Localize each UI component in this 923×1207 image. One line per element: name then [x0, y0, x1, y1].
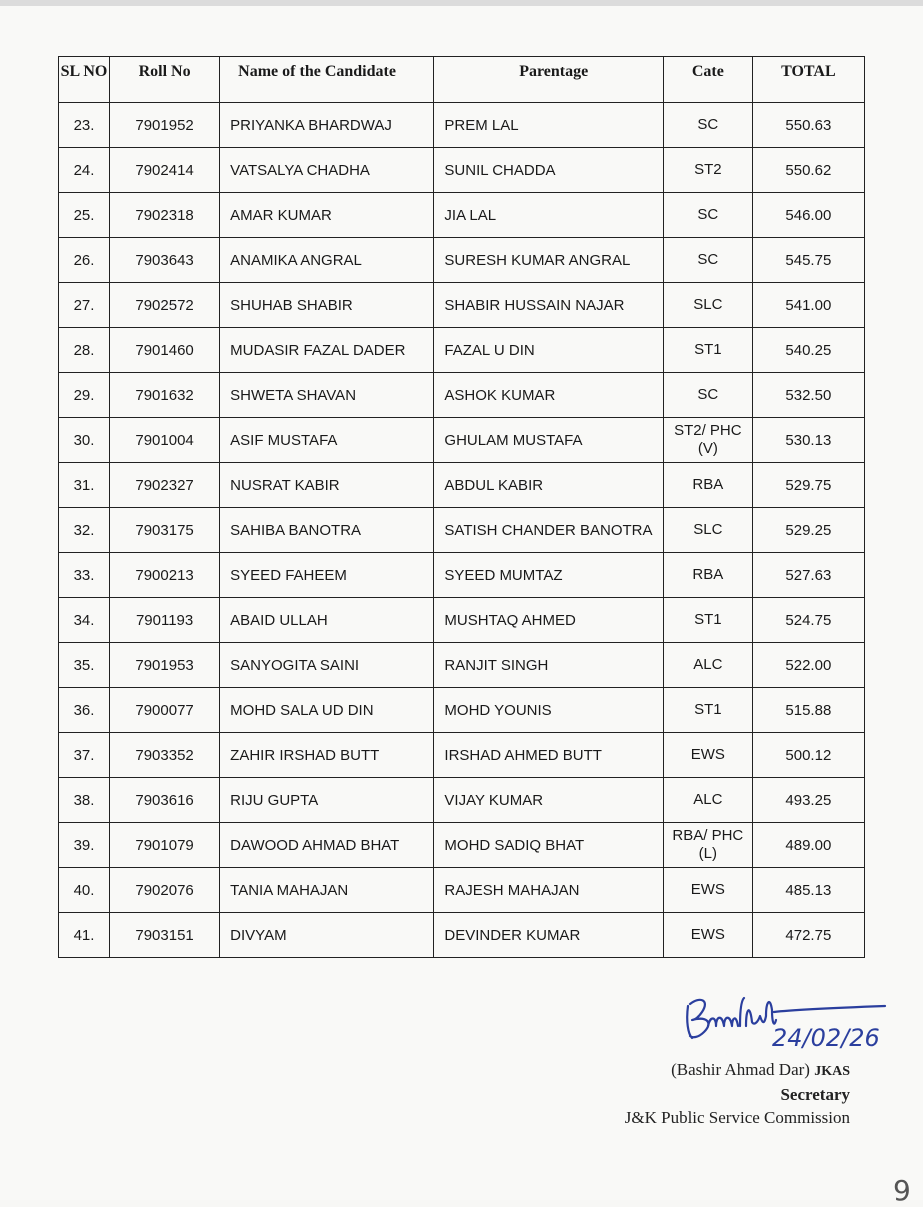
cell-parentage: MOHD YOUNIS: [434, 688, 664, 733]
cell-sl-no: 35.: [59, 643, 110, 688]
cell-parentage: SURESH KUMAR ANGRAL: [434, 238, 664, 283]
cell-total: 541.00: [752, 283, 864, 328]
cell-parentage: MUSHTAQ AHMED: [434, 598, 664, 643]
cell-roll-no: 7901632: [110, 373, 220, 418]
table-row: [59, 193, 865, 238]
cell-parentage: SYEED MUMTAZ: [434, 553, 664, 598]
cell-category: RBA: [663, 553, 752, 598]
cell-roll-no: 7903151: [110, 913, 220, 958]
table-row: [59, 913, 865, 958]
cell-candidate-name: TANIA MAHAJAN: [220, 868, 434, 913]
cell-candidate-name: ABAID ULLAH: [220, 598, 434, 643]
cell-roll-no: 7903643: [110, 238, 220, 283]
cell-sl-no: 27.: [59, 283, 110, 328]
cell-category: SC: [663, 373, 752, 418]
cell-total: 524.75: [752, 598, 864, 643]
cell-total: 472.75: [752, 913, 864, 958]
cell-candidate-name: DIVYAM: [220, 913, 434, 958]
cell-total: 522.00: [752, 643, 864, 688]
table-row: [59, 238, 865, 283]
cell-total: 545.75: [752, 238, 864, 283]
cell-category: RBA: [663, 463, 752, 508]
table-row: [59, 823, 865, 868]
signatory-name-line: [625, 1058, 850, 1083]
cell-category: ST2: [663, 148, 752, 193]
cell-category: RBA/ PHC (L): [663, 823, 752, 868]
table-row: [59, 148, 865, 193]
cell-candidate-name: SHWETA SHAVAN: [220, 373, 434, 418]
cell-candidate-name: SAHIBA BANOTRA: [220, 508, 434, 553]
signatory-block: [625, 1058, 850, 1129]
cell-total: 546.00: [752, 193, 864, 238]
cell-sl-no: 32.: [59, 508, 110, 553]
cell-category: ST1: [663, 598, 752, 643]
cell-total: 532.50: [752, 373, 864, 418]
cell-category: SC: [663, 238, 752, 283]
cell-category: SLC: [663, 283, 752, 328]
header-roll-no: Roll No: [110, 57, 220, 103]
cell-total: 493.25: [752, 778, 864, 823]
handwritten-signature: [680, 986, 890, 1061]
table-row: [59, 778, 865, 823]
cell-sl-no: 24.: [59, 148, 110, 193]
cell-candidate-name: SANYOGITA SAINI: [220, 643, 434, 688]
cell-candidate-name: SHUHAB SHABIR: [220, 283, 434, 328]
cell-total: 500.12: [752, 733, 864, 778]
cell-parentage: VIJAY KUMAR: [434, 778, 664, 823]
cell-parentage: FAZAL U DIN: [434, 328, 664, 373]
cell-sl-no: 28.: [59, 328, 110, 373]
table-row: [59, 868, 865, 913]
cell-sl-no: 33.: [59, 553, 110, 598]
table-row: [59, 463, 865, 508]
cell-candidate-name: AMAR KUMAR: [220, 193, 434, 238]
table-row: [59, 688, 865, 733]
cell-sl-no: 29.: [59, 373, 110, 418]
cell-parentage: IRSHAD AHMED BUTT: [434, 733, 664, 778]
cell-total: 540.25: [752, 328, 864, 373]
cell-category: ST1: [663, 328, 752, 373]
header-parentage: Parentage: [434, 57, 664, 103]
cell-sl-no: 37.: [59, 733, 110, 778]
cell-sl-no: 36.: [59, 688, 110, 733]
table-row: [59, 508, 865, 553]
cell-category: ALC: [663, 778, 752, 823]
cell-sl-no: 34.: [59, 598, 110, 643]
cell-sl-no: 26.: [59, 238, 110, 283]
signatory-name: (Bashir Ahmad Dar): [671, 1060, 810, 1079]
cell-sl-no: 38.: [59, 778, 110, 823]
table-row: [59, 643, 865, 688]
cell-category: EWS: [663, 913, 752, 958]
cell-roll-no: 7902327: [110, 463, 220, 508]
cell-parentage: SUNIL CHADDA: [434, 148, 664, 193]
cell-candidate-name: ZAHIR IRSHAD BUTT: [220, 733, 434, 778]
document-page: [0, 6, 923, 1207]
cell-parentage: RAJESH MAHAJAN: [434, 868, 664, 913]
table-row: [59, 553, 865, 598]
cell-parentage: SATISH CHANDER BANOTRA: [434, 508, 664, 553]
header-candidate-name: Name of the Candidate: [220, 57, 434, 103]
table-row: [59, 283, 865, 328]
cell-parentage: SHABIR HUSSAIN NAJAR: [434, 283, 664, 328]
cell-roll-no: 7900213: [110, 553, 220, 598]
signatory-suffix: JKAS: [814, 1064, 850, 1079]
cell-candidate-name: ANAMIKA ANGRAL: [220, 238, 434, 283]
cell-parentage: ASHOK KUMAR: [434, 373, 664, 418]
cell-category: EWS: [663, 733, 752, 778]
cell-roll-no: 7903352: [110, 733, 220, 778]
cell-parentage: DEVINDER KUMAR: [434, 913, 664, 958]
cell-candidate-name: PRIYANKA BHARDWAJ: [220, 103, 434, 148]
table-body: [59, 103, 865, 958]
signatory-title: Secretary: [780, 1085, 850, 1104]
cell-candidate-name: VATSALYA CHADHA: [220, 148, 434, 193]
table-row: [59, 103, 865, 148]
table-row: [59, 328, 865, 373]
cell-sl-no: 23.: [59, 103, 110, 148]
cell-category: ST2/ PHC (V): [663, 418, 752, 463]
signatory-organization: J&K Public Service Commission: [624, 1108, 850, 1127]
cell-total: 529.25: [752, 508, 864, 553]
cell-total: 529.75: [752, 463, 864, 508]
cell-category: EWS: [663, 868, 752, 913]
cell-roll-no: 7902318: [110, 193, 220, 238]
cell-total: 550.62: [752, 148, 864, 193]
cell-roll-no: 7902076: [110, 868, 220, 913]
cell-candidate-name: MUDASIR FAZAL DADER: [220, 328, 434, 373]
cell-roll-no: 7902572: [110, 283, 220, 328]
cell-roll-no: 7901004: [110, 418, 220, 463]
cell-parentage: RANJIT SINGH: [434, 643, 664, 688]
cell-candidate-name: MOHD SALA UD DIN: [220, 688, 434, 733]
cell-roll-no: 7901193: [110, 598, 220, 643]
header-sl-no: SL NO: [59, 57, 110, 103]
cell-roll-no: 7903175: [110, 508, 220, 553]
cell-sl-no: 25.: [59, 193, 110, 238]
cell-sl-no: 41.: [59, 913, 110, 958]
table-row: [59, 373, 865, 418]
cell-candidate-name: RIJU GUPTA: [220, 778, 434, 823]
cell-category: ST1: [663, 688, 752, 733]
cell-total: 527.63: [752, 553, 864, 598]
cell-category: ALC: [663, 643, 752, 688]
cell-total: 515.88: [752, 688, 864, 733]
page-corner-glyph: 9: [893, 1174, 911, 1207]
table-header-row: [59, 57, 865, 103]
cell-roll-no: 7901952: [110, 103, 220, 148]
cell-total: 530.13: [752, 418, 864, 463]
handwritten-date: 24/02/26: [772, 1024, 880, 1052]
cell-sl-no: 30.: [59, 418, 110, 463]
header-total: TOTAL: [752, 57, 864, 103]
cell-parentage: MOHD SADIQ BHAT: [434, 823, 664, 868]
cell-total: 550.63: [752, 103, 864, 148]
cell-parentage: GHULAM MUSTAFA: [434, 418, 664, 463]
cell-sl-no: 39.: [59, 823, 110, 868]
cell-candidate-name: SYEED FAHEEM: [220, 553, 434, 598]
table-row: [59, 733, 865, 778]
cell-total: 485.13: [752, 868, 864, 913]
cell-parentage: JIA LAL: [434, 193, 664, 238]
cell-candidate-name: ASIF MUSTAFA: [220, 418, 434, 463]
cell-roll-no: 7901079: [110, 823, 220, 868]
cell-roll-no: 7902414: [110, 148, 220, 193]
cell-sl-no: 40.: [59, 868, 110, 913]
cell-category: SC: [663, 103, 752, 148]
cell-sl-no: 31.: [59, 463, 110, 508]
table-row: [59, 598, 865, 643]
cell-roll-no: 7901460: [110, 328, 220, 373]
results-table: [58, 56, 865, 958]
cell-category: SC: [663, 193, 752, 238]
cell-roll-no: 7901953: [110, 643, 220, 688]
cell-roll-no: 7900077: [110, 688, 220, 733]
table-row: [59, 418, 865, 463]
header-category: Cate: [663, 57, 752, 103]
cell-category: SLC: [663, 508, 752, 553]
cell-candidate-name: NUSRAT KABIR: [220, 463, 434, 508]
cell-parentage: PREM LAL: [434, 103, 664, 148]
cell-total: 489.00: [752, 823, 864, 868]
cell-candidate-name: DAWOOD AHMAD BHAT: [220, 823, 434, 868]
cell-roll-no: 7903616: [110, 778, 220, 823]
cell-parentage: ABDUL KABIR: [434, 463, 664, 508]
